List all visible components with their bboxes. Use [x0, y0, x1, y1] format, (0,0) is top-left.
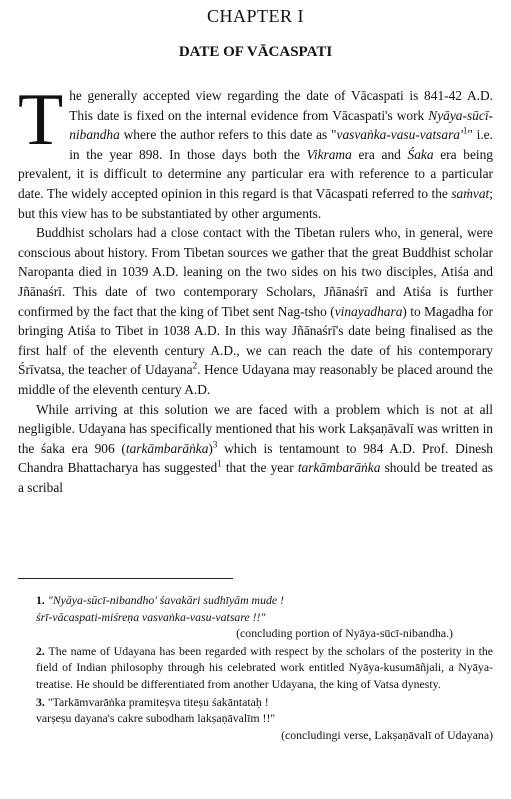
paragraph-3 — [18, 400, 493, 498]
footnote-2-body: The name of Udayana has been regarded with respect by the scholars of the posterity in the field of Indian philosophy through his celebrated work entitled Nyāya-kusumāñjali, a Nyāya-treatise. He should be differentiated from another Udayana, the king of Vatsa dynesty. — [36, 643, 493, 691]
body-text — [18, 79, 494, 497]
footnote-1-line-2 — [18, 609, 493, 626]
p1-quote: vasvaṅka-vasu-vatsara' — [336, 127, 463, 143]
p2-vinayadhara: vinayadhara — [334, 303, 403, 319]
footnote-divider — [18, 578, 233, 579]
p2-text-3: . Hence Udayana may reasonably be placed around the middle of the eleventh century A.D. — [18, 362, 493, 397]
p1-vikrama: Vikrama — [306, 146, 352, 162]
footnote-ref-1[interactable]: 1 — [462, 125, 468, 136]
chapter-title: DATE OF VĀCASPATI — [178, 44, 333, 60]
p3-text-4: that the year — [221, 460, 298, 476]
p3-tarka-2: tarkāmbarāṅka — [297, 460, 381, 476]
p1-text-4: era and — [351, 146, 408, 162]
p2-text-2: ) to Magadha for bringing Atiśa to Tibet in 1038 A.D. In this way Jñānaśrī's date being finalised as the first half of the eleventh century A.D., we can reach the date of his contemporary Śrīvatsa, the teacher of Udayana — [18, 303, 494, 378]
p3-text-2: ) — [208, 440, 213, 456]
footnote-ref-1b[interactable]: 1 — [217, 458, 222, 469]
p1-text-3: " i.e. in the year 898. In those days both the — [69, 127, 493, 162]
footnote-2-number: 2. — [36, 643, 45, 658]
chapter-heading: CHAPTER I — [206, 6, 304, 26]
paragraph-1 — [18, 79, 493, 223]
p1-samvat: saṁvat — [451, 185, 490, 201]
footnote-1-source: (concluding portion of Nyāya-sūcī-nibandha.) — [236, 626, 453, 641]
footnote-3-verse-1: "Tarkāmvarāṅka pramiteṣva titeṣu śakāntataḥ ! — [47, 694, 269, 709]
p3-tarka: tarkāmbarāṅka — [125, 440, 209, 456]
footnote-3-line-2 — [18, 710, 493, 727]
p1-work-title: Nyāya-sūcī-nibandha — [69, 107, 493, 143]
p3-text-3: which is tentamount to 984 A.D. Prof. Dinesh Chandra Bhattacharya has suggested — [18, 440, 494, 476]
p1-text-2: where the author refers to this date as " — [119, 127, 337, 143]
footnote-3 — [18, 694, 493, 744]
footnote-2-text — [18, 643, 493, 693]
footnote-1-number: 1. — [36, 593, 45, 607]
footnote-1-verse-1: "Nyāya-sūcī-nibandho' śavakāri sudhīyām mude ! — [47, 593, 284, 607]
footnote-ref-3[interactable]: 3 — [212, 439, 218, 450]
footnote-ref-2[interactable]: 2 — [192, 360, 198, 371]
footnote-1-line-1 — [18, 592, 493, 609]
footnote-1-verse-2: śrī-vācaspati-miśreṇa vasvaṅka-vasu-vatsare !!" — [36, 609, 266, 624]
p1-text-5: era being prevalent, it is difficult to determine any particular era with reference to a particular date. The widely accepted opinion in this regard is that Vācaspati referred to the — [18, 146, 493, 201]
footnote-3-line-1 — [18, 694, 493, 711]
footnote-3-number: 3. — [36, 694, 45, 709]
drop-cap: T — [18, 79, 64, 161]
p3-text-5: should be treated as a scribal — [18, 460, 494, 495]
p1-text-1: he generally accepted view regarding the date of Vācaspati is 841-42 A.D. This date is fixed on the internal evidence from Vācaspati's work — [69, 88, 493, 123]
p1-saka: Śaka — [407, 146, 434, 162]
paragraph-2 — [18, 223, 493, 399]
p1-text-6: ; but this view has to be substantiated by other arguments. — [18, 185, 493, 221]
p3-text-1: While arriving at this solution we are faced with a problem which is not at all negligible. Udayana has specifically mentioned that his work Lakṣaṇāvalī was written in the śaka era 906 ( — [18, 401, 493, 456]
footnote-1 — [18, 592, 493, 642]
footnote-3-source: (concludingi verse, Lakṣaṇāvalī of Udayana) — [281, 727, 493, 742]
footnotes — [18, 592, 493, 744]
footnote-3-verse-2: varṣeṣu dayana's cakre subodhaṁ lakṣaṇāvalīm !!" — [36, 711, 276, 726]
p2-text-1: Buddhist scholars had a close contact with the Tibetan rulers who, in general, were conscious about history. From Tibetan sources we gather that the great Buddhist scholar Naropanta died in 1039 A.D. leaning on the two sides on his two disciples, Atiśa and Jñānaśrī. This date of two contemporary Scholars, Jñānaśrī and Atiśa is further confirmed by the fact that the king of Tibet sent Nag-tsho ( — [18, 225, 493, 319]
footnote-2 — [18, 643, 493, 693]
